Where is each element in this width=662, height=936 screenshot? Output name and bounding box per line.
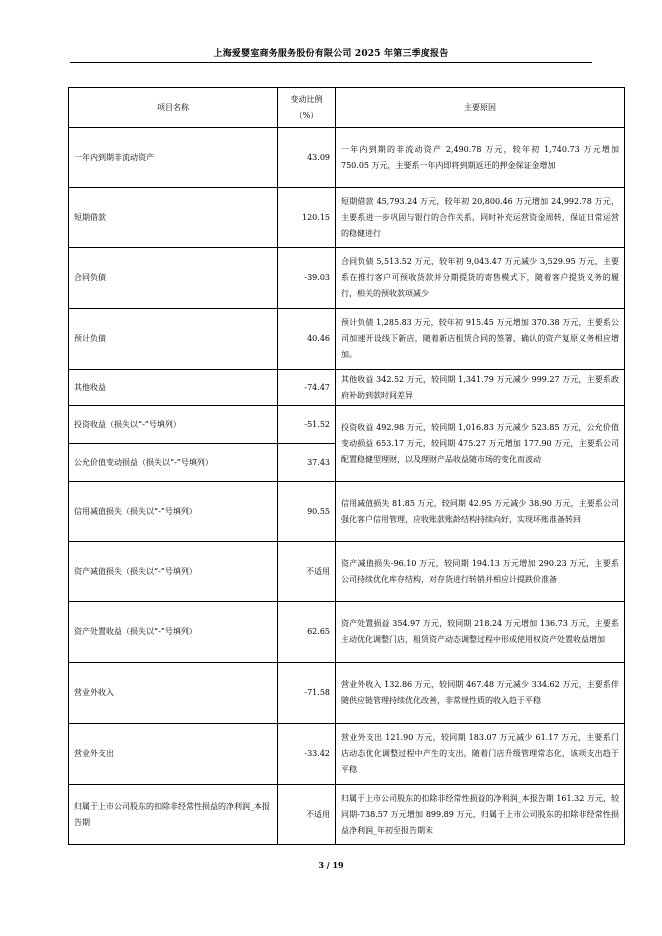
- change-ratio: 120.15: [278, 188, 336, 248]
- item-name: 资产处置收益（损失以“-”号填列）: [69, 602, 278, 663]
- main-reason-merged: 投资收益 492.98 万元，较同期 1,016.83 万元减少 523.85 万元，公允价值变动损益 653.17 万元，较同期 475.27 万元增加 177.90 万元，主要系公司配置稳健型理财，以及理财产品收益随市场的变化而波动: [336, 406, 625, 482]
- change-ratio: -74.47: [278, 370, 336, 406]
- table-row: [69, 602, 625, 663]
- main-reason: 合同负债 5,513.52 万元，较年初 9,043.47 万元减少 3,529.95 万元，主要系在推行客户可预收货款并分期提货的寄售模式下，随着客户提货义务的履行，相关的预收款项减少: [336, 248, 625, 309]
- change-ratio: 不适用: [278, 785, 336, 845]
- change-ratio: 90.55: [278, 482, 336, 542]
- item-name: 其他收益: [69, 370, 278, 406]
- table-row: [69, 188, 625, 248]
- page-number: 3 / 19: [318, 860, 344, 870]
- change-ratio: -39.03: [278, 248, 336, 309]
- main-reason: 其他收益 342.52 万元，较同期 1,341.79 万元减少 999.27 万元，主要系政府补助到款时间差异: [336, 370, 625, 406]
- item-name: 资产减值损失（损失以“-”号填列）: [69, 542, 278, 602]
- change-ratio: 不适用: [278, 542, 336, 602]
- item-name: 信用减值损失（损失以“-”号填列）: [69, 482, 278, 542]
- change-ratio: 37.43: [278, 444, 336, 482]
- item-name: 营业外支出: [69, 724, 278, 785]
- table-row: [69, 370, 625, 406]
- page-header: 上海爱婴室商务服务股份有限公司 2025 年第三季度报告: [213, 49, 449, 59]
- main-reason: 短期借款 45,793.24 万元，较年初 20,800.46 万元增加 24,992.78 万元，主要系进一步巩固与银行的合作关系，同时补充运营资金周转，保证日常运营的稳健进行: [336, 188, 625, 248]
- item-name: 营业外收入: [69, 663, 278, 724]
- table-row: [69, 724, 625, 785]
- change-analysis-table: [68, 87, 625, 845]
- table-row: [69, 785, 625, 845]
- change-ratio: -71.58: [278, 663, 336, 724]
- header-rule: [70, 62, 592, 63]
- table-header-row: [69, 88, 625, 128]
- item-name: 公允价值变动损益（损失以“-”号填列）: [69, 444, 278, 482]
- main-reason: 预计负债 1,285.83 万元，较年初 915.45 万元增加 370.38 万元，主要系公司加速开设线下新店，随着新店租赁合同的签署，确认的资产复原义务相应增加。: [336, 309, 625, 370]
- change-ratio: 62.65: [278, 602, 336, 663]
- item-name: 预计负债: [69, 309, 278, 370]
- item-name: 归属于上市公司股东的扣除非经常性损益的净利润_本报告期: [69, 785, 278, 845]
- main-reason: 营业外支出 121.90 万元，较同期 183.07 万元减少 61.17 万元，主要系门店动态优化调整过程中产生的支出，随着门店升级管理常态化，该项支出趋于平稳: [336, 724, 625, 785]
- change-ratio: -33.42: [278, 724, 336, 785]
- table-row: [69, 128, 625, 188]
- header-main-reason: 主要原因: [336, 88, 625, 128]
- table-row: [69, 406, 625, 444]
- table-row: [69, 542, 625, 602]
- item-name: 一年内到期非流动资产: [69, 128, 278, 188]
- main-reason: 资产减值损失-96.10 万元，较同期 194.13 万元增加 290.23 万元，主要系公司持续优化库存结构，对存货进行转销并相应计提跌价准备: [336, 542, 625, 602]
- table-row: [69, 482, 625, 542]
- header-change-ratio: 变动比例（%）: [278, 88, 336, 128]
- table-row: [69, 248, 625, 309]
- table-row: [69, 663, 625, 724]
- change-ratio: -51.52: [278, 406, 336, 444]
- header-item-name: 项目名称: [69, 88, 278, 128]
- table-row: [69, 309, 625, 370]
- change-ratio: 40.46: [278, 309, 336, 370]
- item-name: 投资收益（损失以“-”号填列）: [69, 406, 278, 444]
- item-name: 短期借款: [69, 188, 278, 248]
- main-reason: 归属于上市公司股东的扣除非经常性损益的净利润_本报告期 161.32 万元，较同期-738.57 万元增加 899.89 万元，归属于上市公司股东的扣除非经常性损益净利润_年初至报告期末: [336, 785, 625, 845]
- change-ratio: 43.09: [278, 128, 336, 188]
- main-reason: 信用减值损失 81.85 万元，较同期 42.95 万元减少 38.90 万元，主要系公司强化客户信用管理，应收账款账龄结构持续向好，实现坏账准备转回: [336, 482, 625, 542]
- item-name: 合同负债: [69, 248, 278, 309]
- main-reason: 一年内到期的非流动资产 2,490.78 万元，较年初 1,740.73 万元增加 750.05 万元，主要系一年内即将到期返还的押金保证金增加: [336, 128, 625, 188]
- main-reason: 资产处置损益 354.97 万元，较同期 218.24 万元增加 136.73 万元，主要系主动优化调整门店，租赁资产动态调整过程中形成使用权资产处置收益增加: [336, 602, 625, 663]
- main-reason: 营业外收入 132.86 万元，较同期 467.48 万元减少 334.62 万元，主要系伴随供应链管理持续优化改善，非常规性质的收入趋于平稳: [336, 663, 625, 724]
